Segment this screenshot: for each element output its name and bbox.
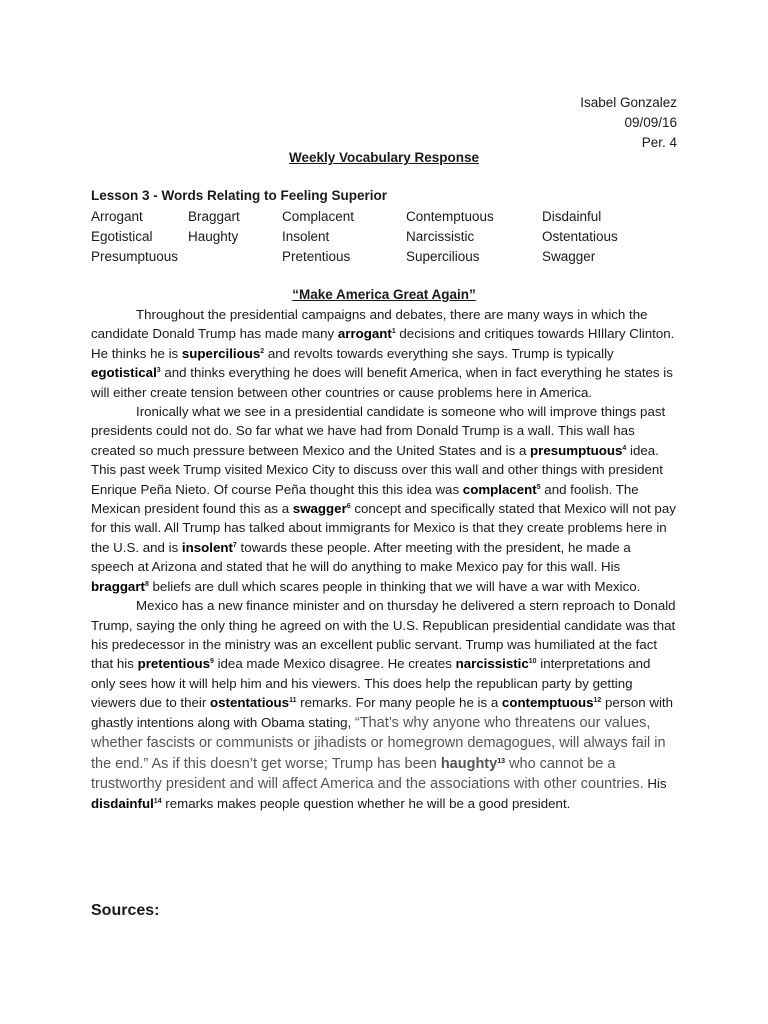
paragraph-text: Throughout the presidential campaigns and debates, there are many ways in which the candidate Donald Trump has made many	[91, 307, 648, 342]
paragraph-text: decisions and critiques towards HIllary Clinton. He thinks he is	[91, 326, 675, 361]
vocab-word: Disdainful	[542, 209, 602, 224]
vocab-usage: complacent	[462, 481, 537, 497]
vocab-usage: ostentatious	[210, 695, 290, 711]
footnote-number: 6	[346, 503, 351, 511]
vocab-usage: disdainful	[91, 796, 154, 812]
vocab-usage: braggart	[91, 578, 145, 594]
paragraph-text: concept and specifically stated that Mexico will not pay for this wall. All Trump has talked about immigrants for Mexico is that they create problems here in the U.S. and is	[91, 501, 676, 555]
footnote-number: 11	[289, 697, 297, 705]
paragraph-text: idea. This past week Trump visited Mexico City to discuss over this wall and other things with president Enrique Peña Nieto. Of course Peña thought this this idea was	[91, 442, 664, 497]
vocab-usage: swagger	[292, 501, 347, 517]
vocab-usage: presumptuous	[530, 442, 623, 458]
vocab-word: Insolent	[282, 229, 330, 244]
vocab-word: Egotistical	[91, 229, 153, 244]
paragraph-text: Ironically what we see in a presidential candidate is someone who will improve things past presidents could not do. So far what we have had from Donald Trump is a wall. This wall has created so much pressure between Mexico and the United States and is a	[91, 404, 666, 458]
essay-paragraph-1	[91, 305, 677, 402]
footnote-number: 4	[622, 444, 627, 452]
vocab-word: Arrogant	[91, 209, 143, 224]
vocab-word: Complacent	[282, 209, 355, 224]
vocab-usage: egotistical	[91, 365, 157, 381]
vocab-usage: arrogant	[337, 326, 392, 342]
paragraph-text: beliefs are dull which scares people in thinking that we will have a war with Mexico.	[148, 578, 641, 594]
vocab-usage: haughty	[440, 755, 498, 772]
footnote-number: 3	[156, 367, 161, 375]
vocab-usage: supercilious	[181, 345, 261, 361]
paragraph-text: His	[643, 776, 667, 792]
vocab-row	[91, 207, 662, 227]
footnote-number: 8	[144, 580, 149, 588]
essay-body	[91, 305, 677, 814]
footnote-number: 7	[232, 541, 237, 549]
paragraph-text: and thinks everything he does will benefit America, when in fact everything he states is will either create tension between other countries or cause problems here in America.	[91, 365, 673, 400]
paragraph-text: Mexico has a new finance minister and on thursday he delivered a stern reproach to Donald Trump, saying the only thing he agreed on with the U.S. Republican presidential candidate was that his predecessor in the ministry was an excellent public servant. Trump was humiliated at the fact that his	[91, 598, 676, 672]
submission-date: 09/09/16	[624, 115, 677, 130]
paragraph-text: remarks. For many people he is a	[296, 695, 502, 711]
footnote-number: 5	[536, 483, 541, 491]
paragraph-text: remarks makes people question whether he will be a good president.	[161, 796, 571, 812]
document-title: Weekly Vocabulary Response	[288, 150, 480, 165]
essay-paragraph-2	[91, 402, 677, 596]
vocab-word: Presumptuous	[91, 249, 179, 264]
lesson-title: Lesson 3 - Words Relating to Feeling Superior	[91, 188, 388, 203]
paragraph-text: towards these people. After meeting with the president, he made a speech at Arizona and stated that he will do anything to make Mexico pay for this wall. His	[91, 539, 631, 575]
footnote-number: 13	[497, 757, 505, 765]
class-period: Per. 4	[641, 135, 677, 150]
paragraph-text: who cannot be a trustworthy president and will affect America and the associations with other countries.	[91, 755, 644, 793]
vocab-usage: insolent	[181, 539, 233, 555]
sources-heading: Sources:	[91, 902, 160, 919]
paragraph-text: and revolts towards everything she says. Trump is typically	[264, 345, 614, 361]
vocabulary-word-list	[91, 207, 662, 267]
footnote-number: 14	[153, 798, 162, 806]
vocab-word: Swagger	[542, 249, 596, 264]
essay-paragraph-3	[91, 596, 677, 814]
student-name: Isabel Gonzalez	[580, 95, 677, 110]
footnote-number: 10	[528, 658, 537, 666]
paragraph-text: idea made Mexico disagree. He creates	[213, 656, 456, 672]
footnote-number: 2	[260, 347, 265, 355]
vocab-usage: narcissistic	[455, 656, 529, 672]
footnote-number: 12	[593, 697, 602, 705]
vocab-word: Supercilious	[406, 249, 480, 264]
vocab-usage: contemptuous	[501, 695, 594, 711]
vocab-word: Contemptuous	[406, 209, 494, 224]
paragraph-text: and foolish. The Mexican president found this as a	[91, 481, 639, 517]
vocab-word-empty	[188, 247, 282, 267]
obama-quote: “That’s why anyone who threatens our values, whether fascists or communists or jihadists or homegrown demagogues, will always fail in the end.” As if this doesn’t get worse; Trump has been	[91, 714, 666, 772]
vocab-row	[91, 247, 662, 267]
essay-title: “Make America Great Again”	[292, 287, 476, 302]
vocab-word: Narcissistic	[406, 229, 475, 244]
vocab-usage: pretentious	[137, 656, 210, 672]
footnote-number: 9	[209, 658, 214, 666]
paragraph-text: person with ghastly intentions along with Obama stating,	[91, 695, 674, 730]
footnote-number: 1	[391, 328, 396, 336]
vocab-word: Ostentatious	[542, 229, 618, 244]
vocab-word: Pretentious	[282, 249, 351, 264]
paragraph-text: interpretations and only sees how it will help him and his viewers. This does help the republican party by getting viewers due to their	[91, 656, 651, 711]
vocab-word: Haughty	[188, 229, 239, 244]
vocab-word: Braggart	[188, 209, 240, 224]
student-header	[580, 93, 677, 153]
vocab-row	[91, 227, 662, 247]
